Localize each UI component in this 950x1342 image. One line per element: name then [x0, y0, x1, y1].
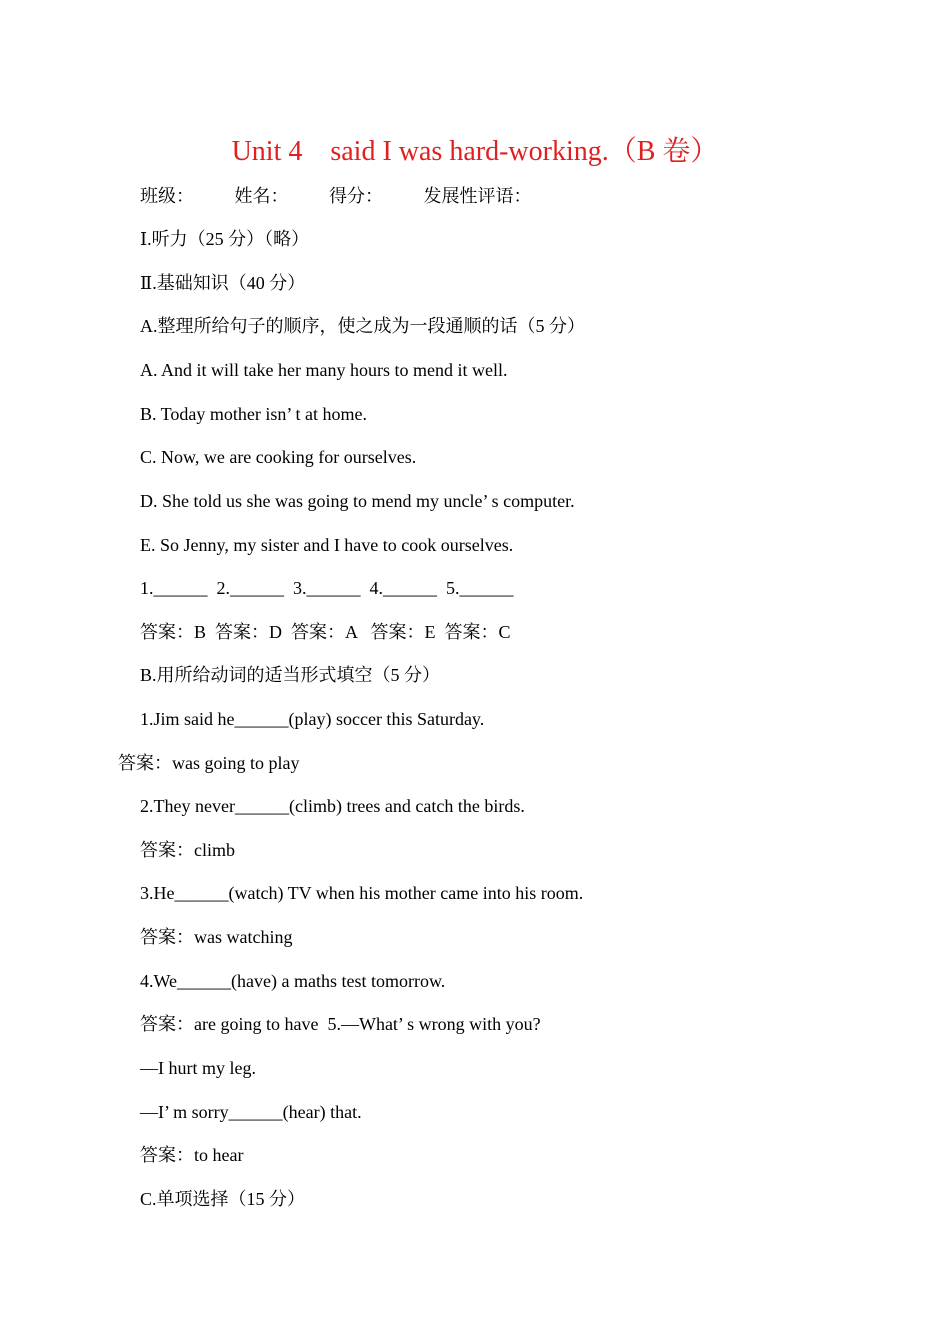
part-a-instructions: A.整理所给句子的顺序，使之成为一段通顺的话（5 分）: [140, 316, 585, 336]
section-basics: Ⅱ.基础知识（40 分）: [140, 273, 306, 293]
order-blanks: 1.______ 2.______ 3.______ 4.______ 5.______: [140, 578, 514, 598]
sentence-d: D. She told us she was going to mend my uncle’ s computer.: [140, 491, 575, 511]
sentence-e: E. So Jenny, my sister and I have to cook ourselves.: [140, 535, 514, 555]
sentence-a: A. And it will take her many hours to mend it well.: [140, 360, 508, 380]
part-c-instructions: C.单项选择（15 分）: [140, 1189, 306, 1209]
answer-5: 答案：to hear: [140, 1145, 244, 1165]
sentence-b: B. Today mother isn’ t at home.: [140, 404, 368, 424]
question-3: 3.He______(watch) TV when his mother came into his room.: [140, 883, 584, 903]
header-fields: 班级： 姓名： 得分： 发展性评语：: [140, 186, 532, 206]
answer-1: 答案：was going to play: [118, 753, 300, 773]
answer-4-question-5: 答案：are going to have 5.—What’ s wrong with you?: [140, 1014, 541, 1034]
dialogue-line-2: —I’ m sorry______(hear) that.: [140, 1102, 362, 1122]
part-b-instructions: B.用所给动词的适当形式填空（5 分）: [140, 665, 441, 685]
question-4: 4.We______(have) a maths test tomorrow.: [140, 971, 446, 991]
section-listening: Ⅰ.听力（25 分）（略）: [140, 229, 310, 249]
document-title: Unit 4 said I was hard-working.（B 卷）: [231, 136, 719, 167]
question-1: 1.Jim said he______(play) soccer this Saturday.: [140, 709, 485, 729]
answer-3: 答案：was watching: [140, 927, 293, 947]
question-2: 2.They never______(climb) trees and catch the birds.: [140, 796, 525, 816]
answer-2: 答案：climb: [140, 840, 235, 860]
dialogue-line-1: —I hurt my leg.: [140, 1058, 256, 1078]
order-answers: 答案：B 答案：D 答案：A 答案：E 答案：C: [140, 622, 511, 642]
sentence-c: C. Now, we are cooking for ourselves.: [140, 447, 417, 467]
